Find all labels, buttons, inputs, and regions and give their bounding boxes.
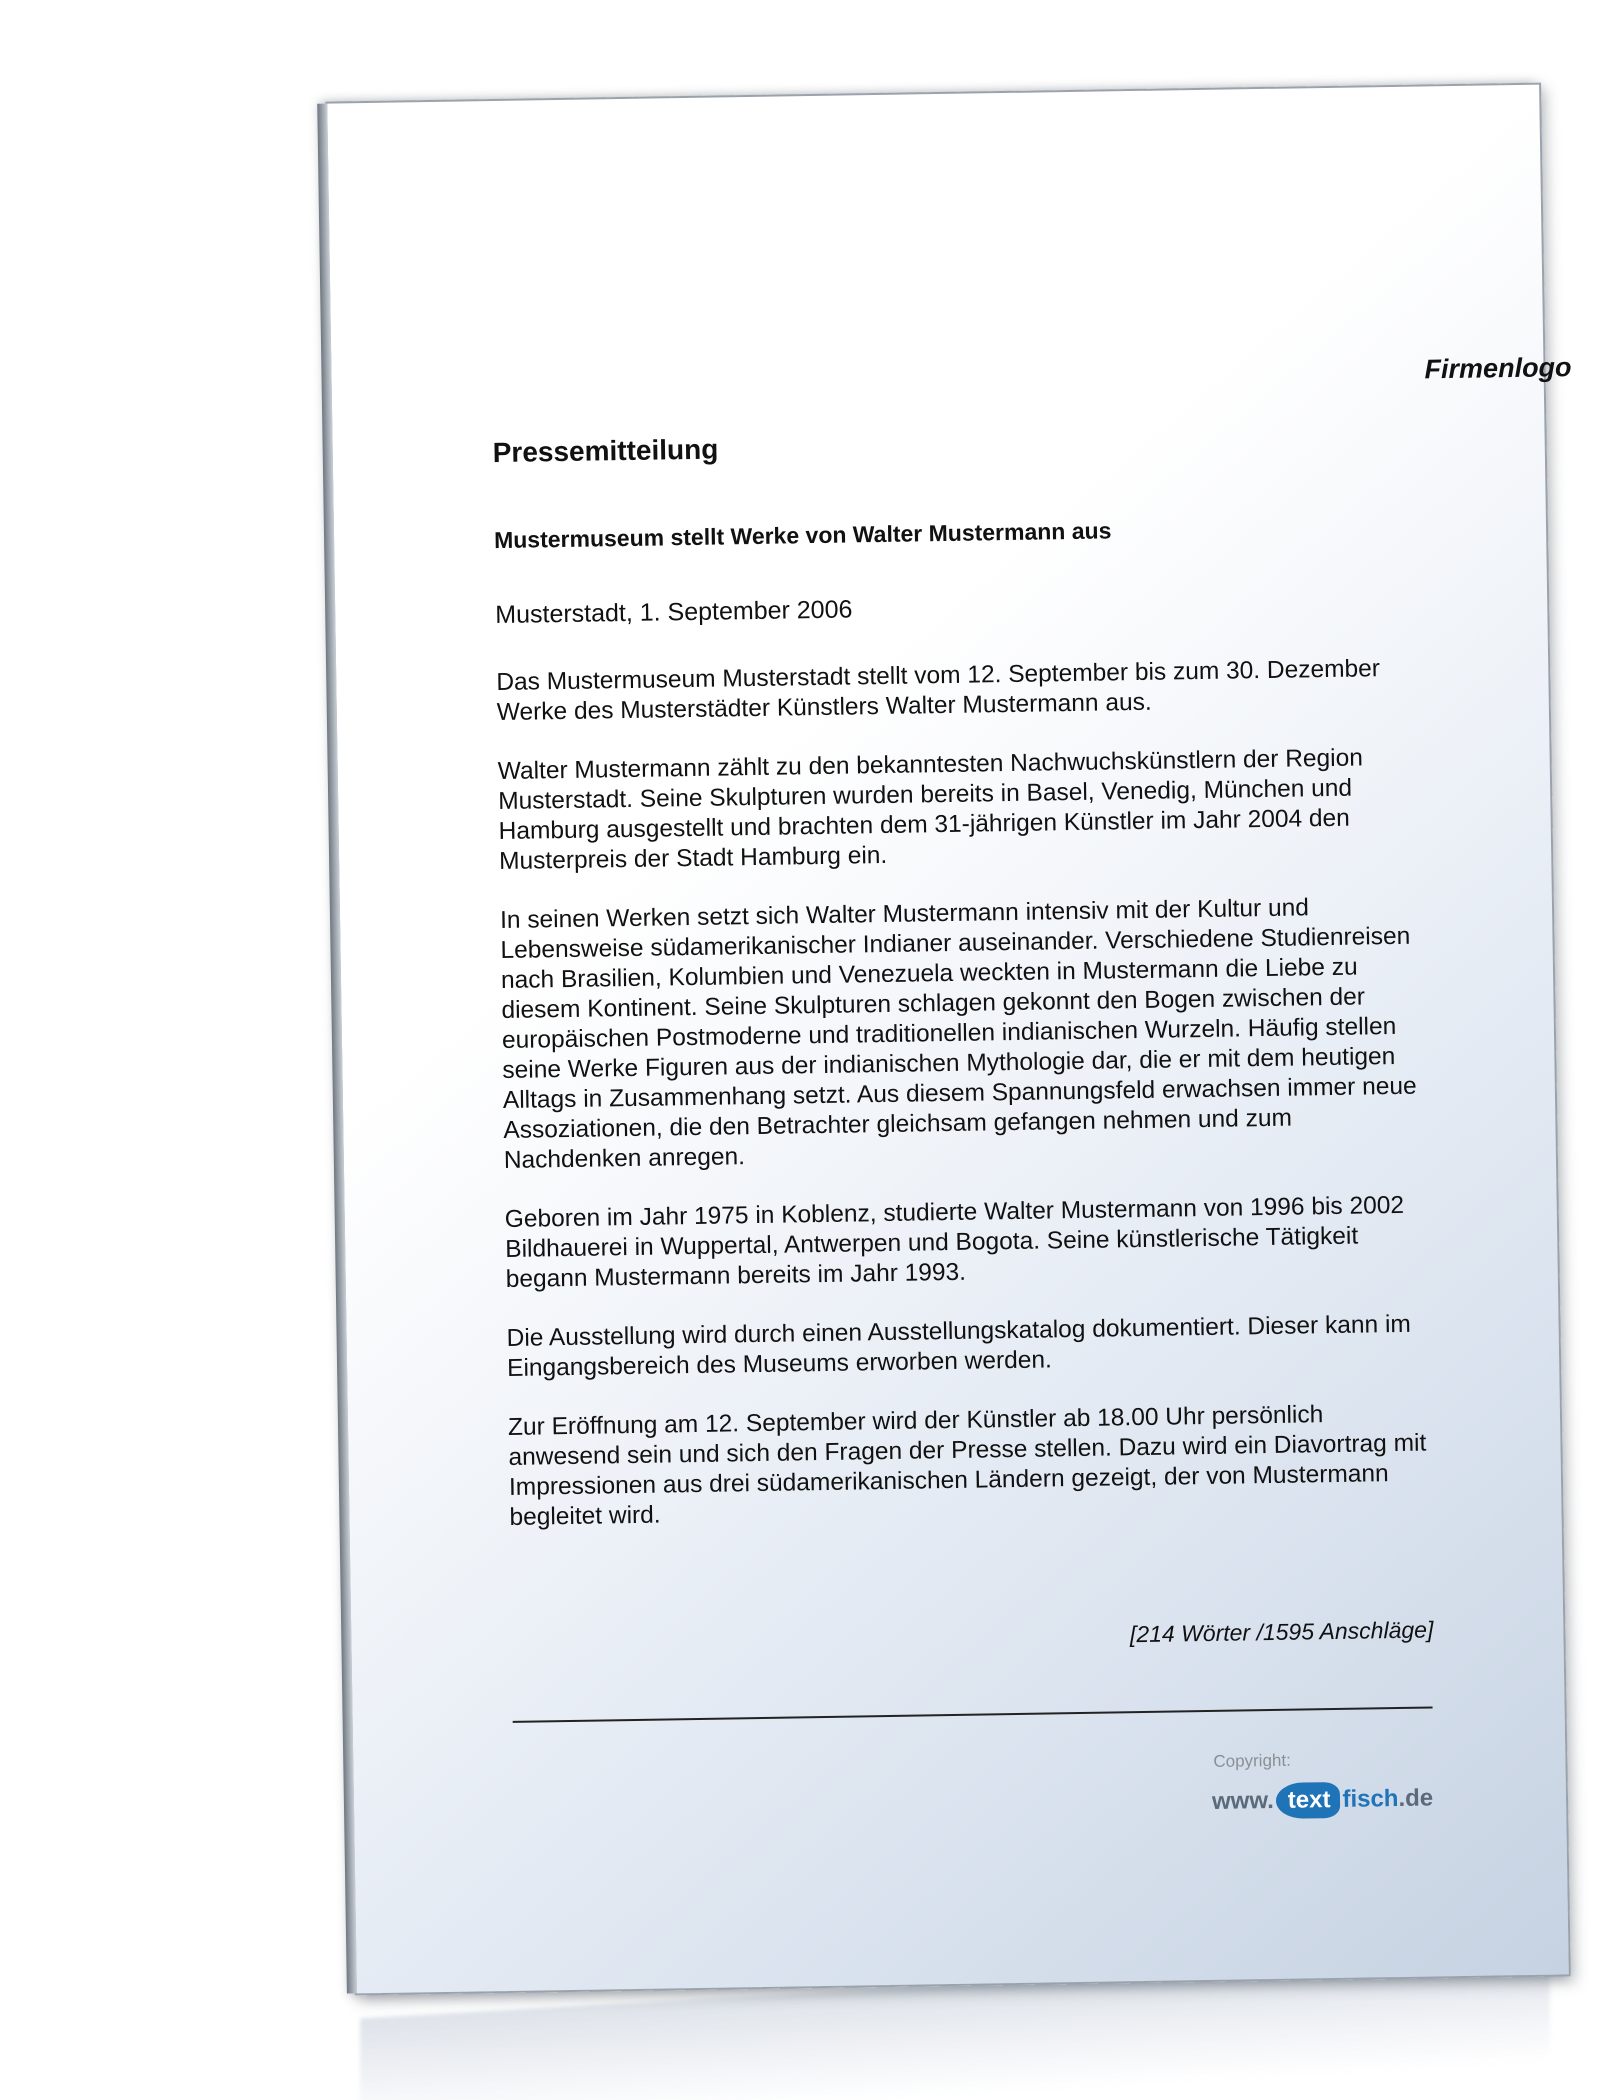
page-content [487, 87, 1572, 1815]
paragraph: Die Ausstellung wird durch einen Ausstellungskatalog dokumentiert. Dieser kann im Eingangsbereich des Museums erworben werden. [506, 1310, 1412, 1382]
fish-logo-icon [1276, 1782, 1341, 1819]
company-logo-placeholder: Firmenlogo [1424, 352, 1572, 385]
paragraph: In seinen Werken setzt sich Walter Mustermann intensiv mit der Kultur und Lebensweise südamerikanischer Indianer auseinander. Verschiedene Studienreisen nach Brasilien, Kolumbien und Venezuela weckten in Mustermann die Liebe zu diesem Kontinent. Seine Skulpturen schlagen gekonnt den Bogen zwischen der europäischen Postmoderne und traditionellen indianischen Wurzeln. Häufig stellen seine Werke Figuren aus der indianischen Mythologie dar, die er mit dem heutigen Alltags in Zusammenhang setzt. Aus diesem Spannungsfeld erwachsen immer neue Assoziationen, die den Betrachter gleichsam gefangen nehmen und zum Nachdenken anregen. [499, 894, 1417, 1174]
paragraph: Das Mustermuseum Musterstadt stellt vom 12. September bis zum 30. Dezember Werke des Musterstädter Künstlers Walter Mustermann aus. [496, 655, 1381, 727]
brand-suffix: fisch [1342, 1785, 1399, 1813]
brand-logo [1212, 1776, 1434, 1823]
document-title: Pressemitteilung [492, 433, 719, 469]
brand-mid-text: text [1287, 1786, 1331, 1814]
brand-prefix: www. [1211, 1786, 1274, 1815]
press-headline: Mustermuseum stellt Werke von Walter Mustermann aus [493, 517, 1112, 554]
body-text [496, 653, 1440, 1561]
paragraph: Zur Eröffnung am 12. September wird der Künstler ab 18.00 Uhr persönlich anwesend sein und sich den Fragen der Presse stellen. Dazu wird ein Diavortrag mit Impressionen aus drei südamerikanischen Ländern gezeigt, der von Mustermann begleitet wird. [507, 1401, 1427, 1531]
footer-divider [513, 1706, 1433, 1722]
paragraph: Walter Mustermann zählt zu den bekanntesten Nachwuchskünstlern der Region Musterstadt. Seine Skulpturen wurden bereits in Basel, Venedig, München und Hamburg ausgestellt und brachten dem 31-jährigen Künstler im Jahr 2004 den Musterpreis der Stadt Hamburg ein. [497, 744, 1364, 876]
document-page [325, 83, 1571, 1996]
dateline: Musterstadt, 1. September 2006 [495, 595, 853, 630]
copyright-label: Copyright: [1213, 1750, 1292, 1771]
brand-tld: .de [1398, 1784, 1434, 1813]
paragraph: Geboren im Jahr 1975 in Koblenz, studierte Walter Mustermann von 1996 bis 2002 Bildhauerei in Wuppertal, Antwerpen und Bogota. Seine künstlerische Tätigkeit begann Mustermann bereits im Jahr 1993. [504, 1191, 1405, 1293]
word-count-note: [214 Wörter /1595 Anschläge] [1129, 1616, 1434, 1648]
